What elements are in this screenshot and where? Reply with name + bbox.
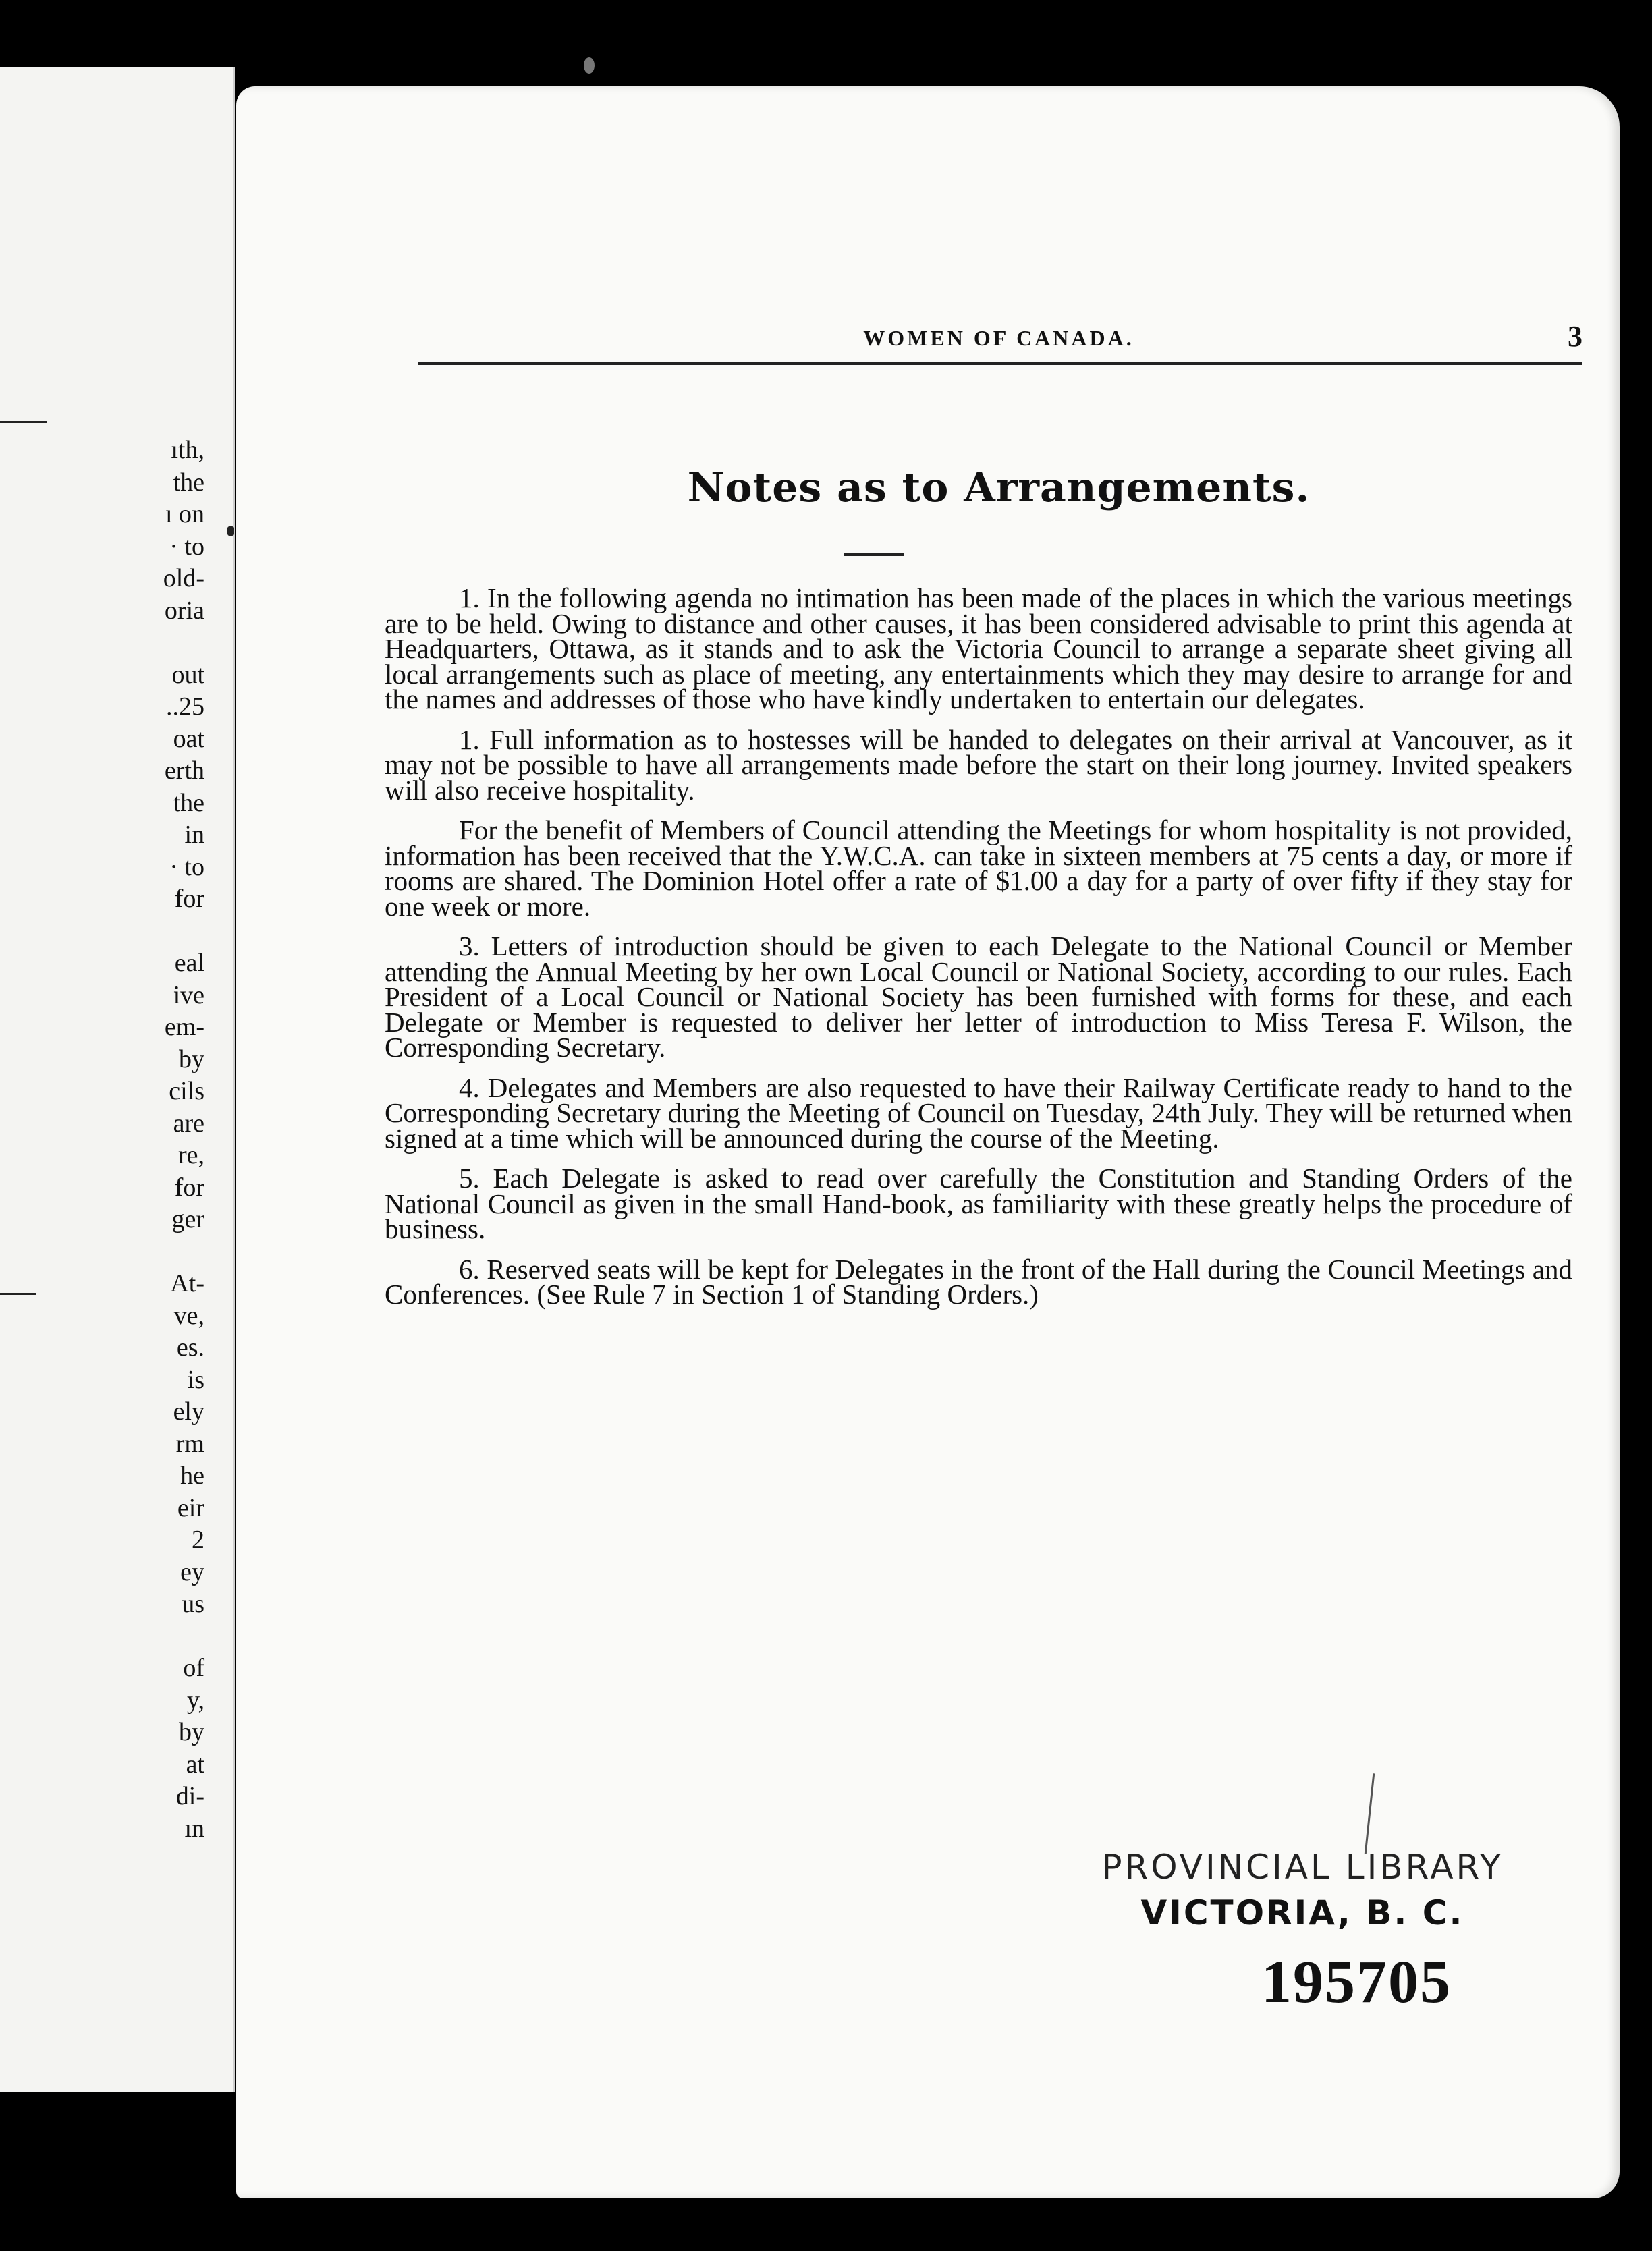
facing-page-fragment-line: erth <box>164 756 204 785</box>
facing-page-fragment-line: eal <box>174 949 204 977</box>
facing-page-fragment-line: es. <box>176 1333 204 1362</box>
facing-page-fragment-line: eir <box>177 1493 204 1522</box>
facing-page-fragment-line: re, <box>177 1141 204 1169</box>
paragraph-3: For the benefit of Members of Council attending the Meetings for whom hospitality is not provided, information has been received that the Y.W.C.A. can take in sixteen members at 75 cents a day, or more if rooms are shared. The Dominion Hotel offer a rate of $1.00 a day for a party of over fifty if they stay for one week or more. <box>385 814 1572 922</box>
accession-number: 195705 <box>1261 1949 1452 2016</box>
stamp-library-name: PROVINCIAL LIBRARY <box>1101 1847 1504 1887</box>
facing-page-fragment-line: the <box>173 468 204 497</box>
paragraph-7: 6. Reserved seats will be kept for Delegates in the front of the Hall during the Council Meetings and Conferences. (See Rule 7 in Section 1 of Standing Orders.) <box>385 1253 1572 1310</box>
facing-page-fragment-line: cils <box>169 1077 204 1105</box>
binding-mark <box>227 526 234 536</box>
facing-page-fragment-line: for <box>174 885 204 913</box>
pencil-mark <box>1365 1773 1375 1854</box>
facing-page-fragment-line <box>117 916 204 948</box>
header-rule <box>418 362 1582 365</box>
page-number: 3 <box>1568 320 1582 353</box>
facing-page-fragment-line: out <box>171 660 204 689</box>
facing-page-fragment-line <box>117 627 204 659</box>
stamp-location: VICTORIA, B. C. <box>1140 1893 1464 1933</box>
facing-page-fragment-line: rm <box>175 1429 204 1458</box>
paragraph-2: 1. Full information as to hostesses will be handed to delegates on their arrival at Vancouver, as it may not be possible to have all arrangements made before the start on their long journey. Invited speakers will also receive hospitality. <box>385 723 1572 806</box>
facing-page-fragment-line: ive <box>173 980 204 1009</box>
facing-page-fragment-line: 2 <box>192 1526 204 1554</box>
facing-page-fragment-line: the <box>173 788 204 817</box>
facing-page-fragment-line: are <box>173 1109 204 1138</box>
facing-page-fragment-line: At- <box>170 1269 204 1298</box>
heading-divider <box>844 553 904 556</box>
section-heading: Notes as to Arrangements. <box>687 464 1311 511</box>
facing-page-fragment-line: of <box>183 1654 204 1682</box>
document-page <box>236 86 1620 2198</box>
running-head <box>415 319 1582 360</box>
facing-page-fragment-line: ..25 <box>166 692 204 721</box>
facing-page-fragment-line <box>117 1621 204 1653</box>
facing-page-rule <box>0 421 47 423</box>
facing-page-fragment-line: ı on <box>165 500 204 528</box>
facing-page-fragment-line: by <box>179 1718 204 1746</box>
facing-page-fragment-line: at <box>186 1750 204 1779</box>
facing-page-fragment-line <box>117 1236 204 1269</box>
speck <box>584 57 595 74</box>
facing-page-fragment-line: is <box>187 1365 204 1394</box>
facing-page-fragment-line: in <box>184 821 204 849</box>
facing-page-fragment-line: di- <box>175 1782 204 1810</box>
facing-page-fragment-line: ger <box>171 1205 204 1233</box>
facing-page-fragment-line: for <box>174 1173 204 1202</box>
facing-page-fragment-line: us <box>182 1590 204 1618</box>
facing-page-rule <box>0 1293 36 1295</box>
facing-page-fragment <box>0 67 235 2092</box>
paragraph-1: 1. In the following agenda no intimation has been made of the places in which the various meetings are to be held. Owing to distance and other causes, it has been considered advisable to print this agenda at Headquarters, Ottawa, as it stands and to ask the Victoria Council to arrange a separate sheet giving all local arrangements such as place of meeting, any entertainments which they may desire to arrange for and the names and addresses of those who have kindly undertaken to entertain our delegates. <box>385 582 1572 715</box>
facing-page-fragment-line: by <box>179 1045 204 1074</box>
facing-page-fragment-line: ve, <box>173 1301 204 1330</box>
facing-page-fragment-line: y, <box>186 1686 204 1715</box>
paragraph-6: 5. Each Delegate is asked to read over carefully the Constitution and Standing Orders of the National Council as given in the small Hand-book, as familiarity with these greatly helps the procedure of business. <box>385 1163 1572 1244</box>
facing-page-fragment-line: em- <box>164 1013 204 1041</box>
facing-page-fragment-line: he <box>180 1462 204 1490</box>
body-text <box>385 582 1572 1323</box>
facing-page-fragment-line: oat <box>173 724 204 753</box>
facing-page-fragment-line: · to <box>169 532 204 561</box>
facing-page-fragment-line: ın <box>184 1814 204 1843</box>
facing-page-fragment-line: ıth, <box>171 436 204 464</box>
paragraph-5: 4. Delegates and Members are also requested to have their Railway Certificate ready to hand to the Corresponding Secretary during the Meeting of Council on Tuesday, 24th July. They will be returned when signed at a time which will be announced during the course of the Meeting. <box>385 1072 1572 1154</box>
running-title: WOMEN OF CANADA. <box>863 326 1134 350</box>
facing-page-fragment-line: · to <box>169 852 204 881</box>
facing-page-fragment-line: old- <box>163 564 204 592</box>
facing-page-fragment-line: ey <box>180 1557 204 1586</box>
paragraph-4: 3. Letters of introduction should be given to each Delegate to the National Council or Member attending the Annual Meeting by her own Local Council or National Society, according to our rules. Each President of a Local Council or National Society has been furnished with forms for these, and each Delegate or Member is requested to deliver her letter of introduction to Miss Teresa F. Wilson, the Corresponding Secretary. <box>385 930 1572 1063</box>
library-stamp <box>1006 1847 1599 2017</box>
facing-page-fragment-line: ely <box>173 1397 204 1426</box>
facing-page-fragment-line: oria <box>164 596 204 625</box>
facing-page-text <box>117 435 204 1845</box>
